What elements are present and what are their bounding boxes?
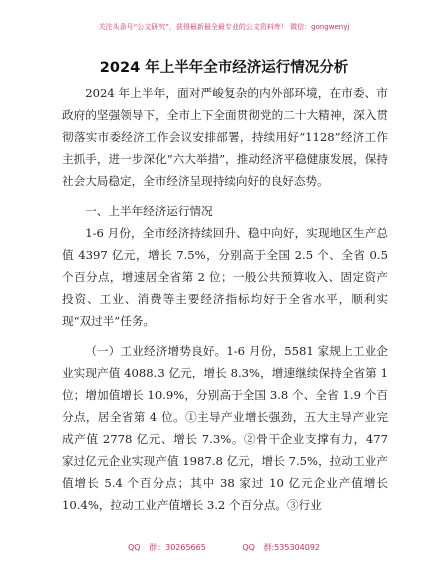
paragraph-industry: （一）工业经济增势良好。1-6 月份，5581 家规上工业企业实现产值 4088.3 亿元，增长 8.3%，增速继续保持全省第 1 位；增加值增长 10.9%，分别高于全国 3.8 个、全省 1.9 个百分点，居全省第 4 位。①主导产业增长强劲，五大主导产业完成产值 2778 亿元、增长 7.3%。②骨干企业支撑有力，477 家过亿元企业实现产值 1987.8 亿元，增长 7.5%，拉动工业产值增长 5.4 个百分点；其中 38 家过 10 亿元企业产值增长 10.4%，拉动工业产值增长 3.2 个百分点。③行业 xyxy=(62,344,388,512)
document-title: 2024 年上半年全市经济运行情况分析 xyxy=(99,60,349,76)
footer-qq-group-2: QQ 群:535304092 xyxy=(242,543,321,552)
section-heading: 一、上半年经济运行情况 xyxy=(85,204,213,218)
paragraph-overview: 1-6 月份，全市经济持续回升、稳中向好，实现地区生产总值 4397 亿元，增长 7.5%，分别高于全国 2.5 个、全省 0.5 个百分点，增速居全省第 2 位；一般公共预算收入、固定资产投资、工业、消费等主要经济指标均好于全省水平，顺利实现“双过半”任务。 xyxy=(62,226,388,328)
document-body xyxy=(62,82,388,516)
header-notice: 关注头条号“公文研究”，获得最新最全最专业的公文资料库！ 微信：gongwenyj xyxy=(98,23,350,31)
footer-qq-group-1: QQ 群：30265665 xyxy=(127,543,206,552)
paragraph-intro: 2024 年上半年，面对严峻复杂的内外部环境，在市委、市政府的坚强领导下，全市上下全面贯彻党的二十大精神，深入贯彻落实市委经济工作会议安排部署，持续用好“1128”经济工作主抓手，进一步深化“六大举措”，推动经济平稳健康发展，保持社会大局稳定，全市经济呈现持续向好的良好态势。 xyxy=(62,86,388,188)
footer-contacts xyxy=(0,542,448,553)
